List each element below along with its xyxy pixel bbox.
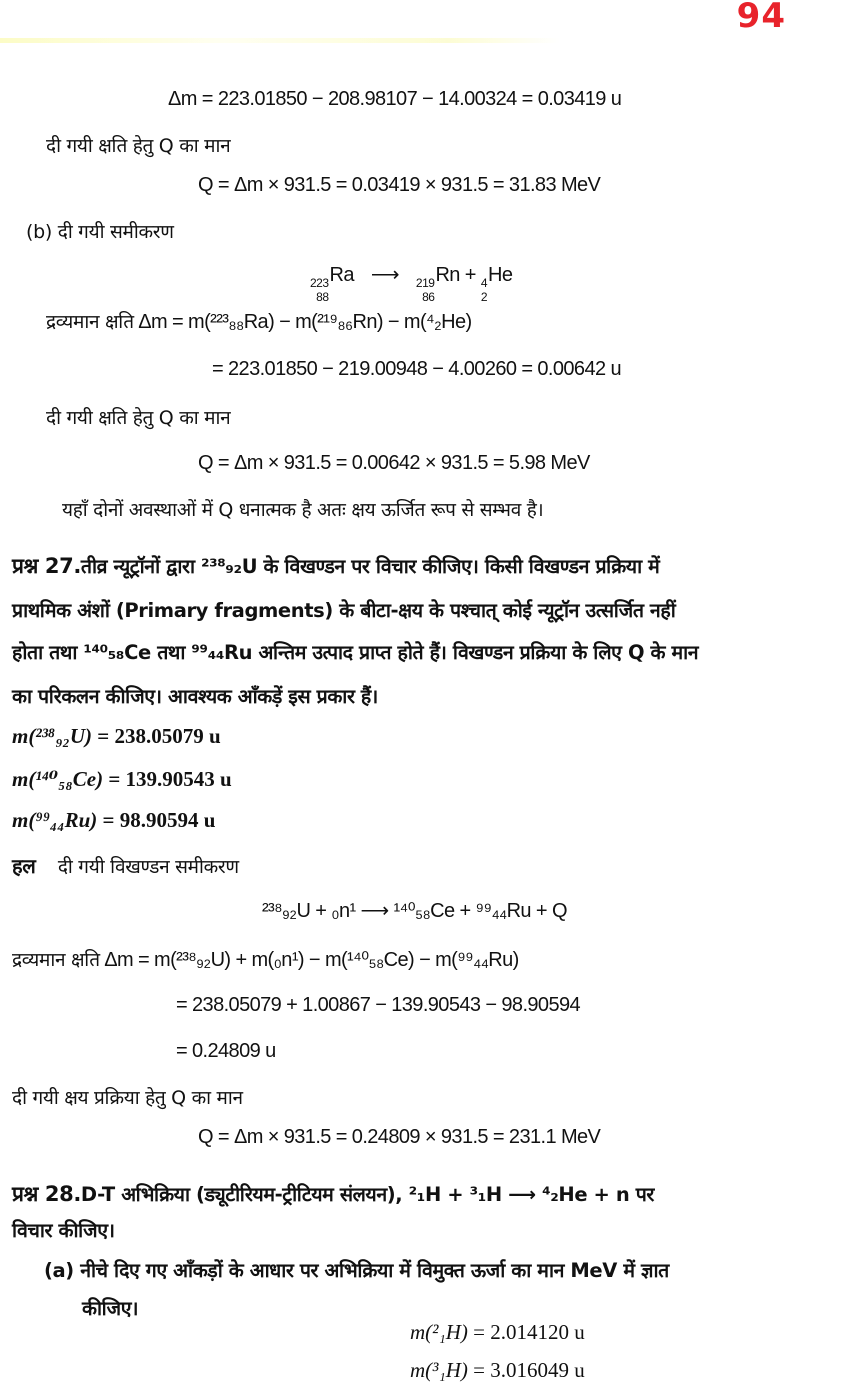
question-28-part-a-line-1: (a) नीचे दिए गए आँकड़ों के आधार पर अभिक्रिया में विमुक्त ऊर्जा का मान MeV में ज्ञात — [44, 1259, 669, 1282]
question-27-line-1: प्रश्न 27.तीव्र न्यूट्रॉनों द्वारा ²³⁸₉₂U के विखण्डन पर विचार कीजिए। किसी विखण्डन प्रक्रिया में — [12, 554, 660, 578]
part-a-label: (a) — [44, 1259, 74, 1282]
solution-heading — [12, 852, 239, 879]
question-28-line-1: प्रश्न 28.D-T अभिक्रिया (ड्यूटीरियम-ट्रीटियम संलयन), ²₁H + ³₁H ⟶ ⁴₂He + n पर — [12, 1182, 654, 1206]
question-27-line-4: का परिकलन कीजिए। आवश्यक आँकड़ें इस प्रकार हैं। — [12, 685, 378, 708]
mass-defect-label: द्रव्यमान क्षति — [46, 311, 134, 333]
decay-reaction-b: 223 88 Ra ⟶ 219 86 Rn + 4 2 He — [310, 264, 513, 304]
nuclide-ra-223: 223 88 Ra — [310, 264, 354, 304]
question-28-line-2: विचार कीजिए। — [12, 1219, 115, 1242]
part-b-label: (b) दी गयी समीकरण — [26, 221, 174, 243]
data-mass-ce140: m(¹⁴⁰₅₈Ce) = 139.90543 u — [12, 767, 232, 791]
mass-defect-label-27: द्रव्यमान क्षति — [12, 949, 100, 971]
q-caption-a: दी गयी क्षति हेतु Q का मान — [46, 135, 231, 157]
data-mass-ru99: m(⁹⁹₄₄Ru) = 98.90594 u — [12, 808, 216, 832]
nuclide-he-4: 4 2 He — [480, 264, 513, 304]
mass-defect-expression-b: Δm = m(²²³₈₈Ra) − m(²¹⁹₈₆Rn) − m(⁴₂He) — [138, 311, 472, 333]
mass-defect-row-27 — [12, 946, 519, 972]
mass-defect-row-b — [46, 308, 472, 334]
conclusion-text: यहाँ दोनों अवस्थाओं में Q धनात्मक है अतः क्षय ऊर्जित रूप से सम्भव है। — [62, 499, 544, 521]
question-27-label: प्रश्न 27. — [12, 554, 81, 578]
question-27-line-3: होता तथा ¹⁴⁰₅₈Ce तथा ⁹⁹₄₄Ru अन्तिम उत्पाद प्राप्त होते हैं। विखण्डन प्रक्रिया के लिए Q के मान — [12, 641, 699, 664]
reaction-arrow-icon: ⟶ — [370, 264, 399, 286]
q-caption-b: दी गयी क्षति हेतु Q का मान — [46, 407, 231, 429]
q-caption-27: दी गयी क्षय प्रक्रिया हेतु Q का मान — [12, 1087, 243, 1109]
question-28-part-a-line-2: कीजिए। — [82, 1297, 139, 1320]
question-28-label: प्रश्न 28. — [12, 1182, 81, 1206]
q-equation-b: Q = Δm × 931.5 = 0.00642 × 931.5 = 5.98 MeV — [198, 452, 590, 474]
mass-defect-expression-27: Δm = m(²³⁸₉₂U) + m(₀n¹) − m(¹⁴⁰₅₈Ce) − m(⁹⁹₄₄Ru) — [104, 949, 519, 971]
mass-defect-result-27: = 0.24809 u — [176, 1040, 276, 1062]
mass-defect-equation-a: Δm = 223.01850 − 208.98107 − 14.00324 = 0.03419 u — [168, 88, 622, 110]
nuclide-rn-219: 219 86 Rn — [415, 264, 460, 304]
mass-defect-values-b: = 223.01850 − 219.00948 − 4.00260 = 0.00642 u — [212, 358, 621, 380]
q-equation-a: Q = Δm × 931.5 = 0.03419 × 931.5 = 31.83 MeV — [198, 174, 601, 196]
mass-defect-values-27: = 238.05079 + 1.00867 − 139.90543 − 98.90594 — [176, 994, 581, 1016]
q-equation-27: Q = Δm × 931.5 = 0.24809 × 931.5 = 231.1 MeV — [198, 1126, 601, 1148]
data-mass-h2: m(²₁H) = 2.014120 u — [410, 1320, 585, 1344]
fission-reaction: ²³⁸₉₂U + ₀n¹ ⟶ ¹⁴⁰₅₈Ce + ⁹⁹₄₄Ru + Q — [262, 900, 567, 922]
header-rule — [0, 38, 560, 43]
page-number: 94 — [736, 0, 786, 36]
solution-caption: दी गयी विखण्डन समीकरण — [57, 856, 239, 878]
solution-label: हल — [12, 854, 36, 878]
question-27-line-2: प्राथमिक अंशों (Primary fragments) के बीटा-क्षय के पश्चात् कोई न्यूट्रॉन उत्सर्जित नहीं — [12, 599, 676, 622]
data-mass-h3: m(³₁H) = 3.016049 u — [410, 1358, 585, 1382]
data-mass-u238: m(²³⁸₉₂U) = 238.05079 u — [12, 724, 221, 748]
